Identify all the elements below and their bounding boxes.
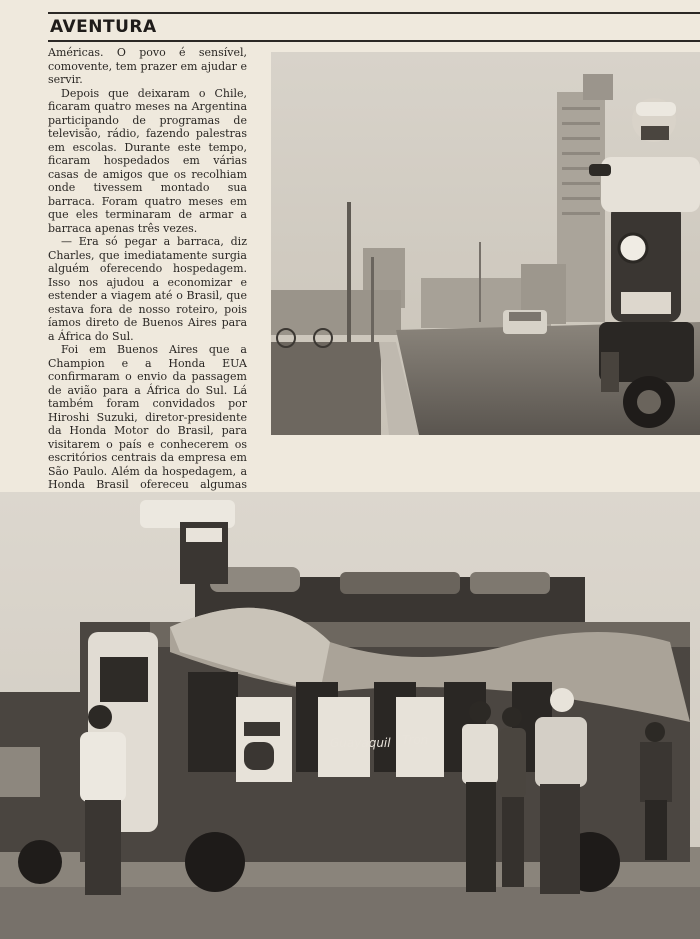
article-paragraph-2: Depois que deixaram o Chile, ficaram quatro meses na Argentina participando de programas de televisão, rádio, fazendo palestras em escolas. Durante este tempo, ficaram hospedados em várias casas de amigos que os recolhiam onde tivessem montado sua barraca. Foram quatro meses em que eles terminaram de armar a barraca apenas três vezes.	[48, 86, 247, 235]
photo-motorcyclist-image	[271, 52, 700, 435]
photo-bus	[0, 492, 700, 939]
bus-sign-tron: Tron	[402, 733, 429, 747]
photo-motorcyclist	[271, 52, 700, 435]
article-paragraph-1: Américas. O povo é sensível, comovente, tem prazer em ajudar e servir.	[48, 46, 247, 86]
section-header	[48, 12, 700, 42]
article-paragraph-4: Foi em Buenos Aires que a Champion e a Honda EUA confirmaram o envio da passagem de avião para a África do Sul. Lá também foram convidados por Hiroshi Suzuki, diretor-presidente da Honda Motor do Brasil, para visitarem o país e conhecerem os escritórios centrais da empresa em São Paulo. Além da hospedagem, a Honda Brasil ofereceu algumas	[48, 343, 247, 491]
bus-sign-guayaquil: Guayaquil	[330, 736, 391, 750]
article-paragraph-3: — Era só pegar a barraca, diz Charles, que imediatamente surgia alguém oferecendo hospedagem. Isso nos ajudou a economizar e estender a viagem até o Brasil, que estava fora de nosso roteiro, pois íamos direto de Buenos Aires para a África do Sul.	[48, 235, 247, 343]
section-title: AVENTURA	[50, 17, 157, 37]
photo-bus-image	[0, 492, 700, 939]
article-text	[48, 46, 247, 519]
